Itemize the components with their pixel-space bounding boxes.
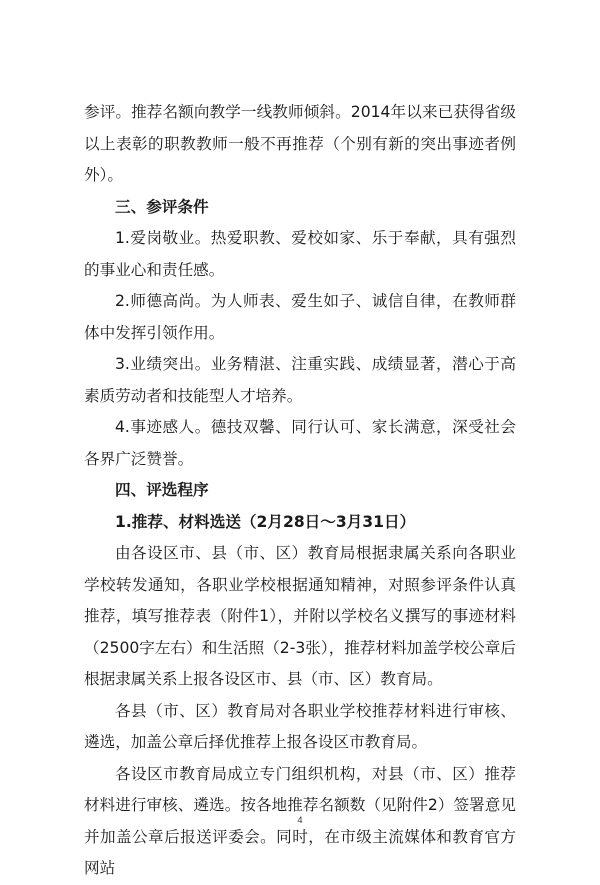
section-heading-procedure: 四、评选程序 <box>115 481 209 499</box>
paragraph-condition-2: 2.师德高尚。为人师表、爱生如子、诚信自律，在教师群体中发挥引领作用。 <box>84 292 516 342</box>
paragraph-procedure-3: 各设区市教育局成立专门组织机构，对县（市、区）推荐材料进行审核、遴选。按各地推荐名额数（见附件2）签署意见并加盖公章后报送评委会。同时，在市级主流媒体和教育官方网站 <box>84 764 516 877</box>
paragraph-continued: 参评。推荐名额向教学一线教师倾斜。2014年以来已获得省级以上表彰的职教教师一般不再推荐（个别有新的突出事迹者例外）。 <box>84 103 516 184</box>
paragraph-condition-1: 1.爱岗敬业。热爱职教、爱校如家、乐于奉献，具有强烈的事业心和责任感。 <box>84 229 516 279</box>
document-body <box>84 97 516 885</box>
paragraph-procedure-2: 各县（市、区）教育局对各职业学校推荐材料进行审核、遴选，加盖公章后择优推荐上报各设区市教育局。 <box>84 701 516 751</box>
paragraph-condition-3: 3.业绩突出。业务精湛、注重实践、成绩显著，潜心于高素质劳动者和技能型人才培养。 <box>84 355 516 405</box>
paragraph-condition-4: 4.事迹感人。德技双馨、同行认可、家长满意，深受社会各界广泛赞誉。 <box>84 418 516 468</box>
section-heading-conditions: 三、参评条件 <box>115 197 209 216</box>
paragraph-procedure-1: 由各设区市、县（市、区）教育局根据隶属关系向各职业学校转发通知，各职业学校根据通知精神，对照参评条件认真推荐，填写推荐表（附件1），并附以学校名义撰写的事迹材料（2500字左右）和生活照（2-3张），推荐材料加盖学校公章后根据隶属关系上报各设区市、县（市、区）教育局。 <box>84 544 516 688</box>
subheading-recommendation: 1.推荐、材料选送（2月28日～3月31日） <box>115 512 416 531</box>
page-number: 4 <box>297 815 303 825</box>
